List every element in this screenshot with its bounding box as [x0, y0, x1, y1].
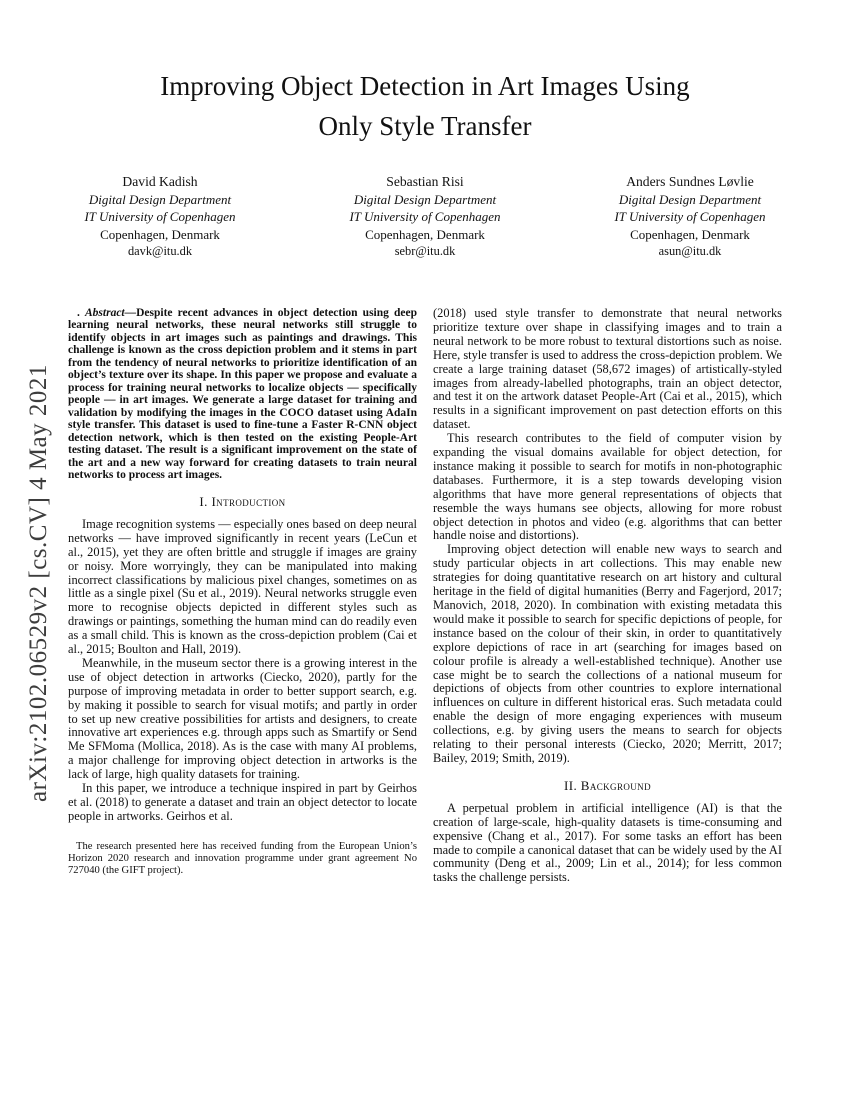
abstract-label: Abstract— — [85, 306, 137, 319]
section-heading-introduction: I. Introduction — [199, 493, 286, 509]
intro-paragraph-2: Meanwhile, in the museum sector there is a growing interest in the use of object detection in artworks (Ciecko, 2020), partly for the purpose of improving metadata in order to better support search, e.g. by making it possible to search for visual motifs; and partly in order to set up new creative possibilities for artists and designers, to create innovative art experiences e.g. through apps such as Smartify or Send Me SFMoma (Mollica, 2018). As is the case with many AI problems, a major challenge for improving object detection in artworks is the lack of large, high quality datasets for training. — [68, 655, 417, 782]
author-university: IT University of Copenhagen — [84, 209, 236, 225]
author-department: Digital Design Department — [618, 191, 762, 207]
funding-footnote: The research presented here has received funding from the European Union’s Horizon 2020 research and innovation programme under grant agreement No 727040 (the GIFT project). — [68, 840, 417, 876]
intro-paragraph-6: Improving object detection will enable new ways to search and study particular objects in art collections. This may enable new strategies for doing quantitative research on art history and cultural heritage in the field of digital humanities (Berry and Fagerjord, 2017; Manovich, 2018, 2020). In combination with existing metadata this would make it possible to search for specific depictions of people, for instance based on the colour of their skin, in order to quantitatively explore depictions of race in art (searching for images based on colour profile is already a well-established technique). Another use case might be to search the collections of a national museum for depictions of objects from other countries to explore international influences on culture in different historical eras. Such metadata could enable the design of more engaging experiences with museum collections, e.g. by giving users the means to search for objects relating to their personal interests (Ciecko, 2020; Merritt, 2017; Bailey, 2019; Smith, 2019). — [433, 542, 782, 765]
intro-paragraph-5: This research contributes to the field of computer vision by expanding the visual domains available for object detection, for instance making it possible to search for motifs in non-photographic databases. Furthermore, it is a step towards developing vision algorithms that have more general representations of objects that resemble the ways humans see objects, allowing for more robust object detection in photos and video (e.g. algorithms that can better handle noise and distortions). — [433, 431, 782, 543]
two-column-body — [68, 307, 782, 885]
paper-title-line-2: Only Style Transfer — [318, 111, 532, 141]
paper-title — [90, 66, 760, 146]
abstract — [68, 307, 417, 482]
author-email: sebr@itu.dk — [394, 244, 456, 259]
author-block-3 — [583, 173, 798, 261]
author-name: Sebastian Risi — [386, 174, 464, 189]
abstract-prefix: . — [77, 306, 85, 319]
author-name: David Kadish — [122, 174, 198, 189]
intro-paragraph-3: In this paper, we introduce a technique inspired in part by Geirhos et al. (2018) to generate a dataset and train an object detector to locate people in artworks. Geirhos et al. — [68, 781, 417, 823]
right-column — [433, 307, 782, 885]
author-city: Copenhagen, Denmark — [630, 226, 750, 242]
abstract-text: Despite recent advances in object detection using deep learning neural networks, these neural networks still struggle to identify objects in art images such as paintings and drawings. This challenge is known as the cross depiction problem and it stems in part from the tendency of neural networks to prioritize identification of an object’s texture over its shape. In this paper we propose and evaluate a process for training neural networks to localize objects — specifically people — in art images. We generate a large dataset for training and validation by modifying the images in the COCO dataset using AdaIn style transfer. This dataset is used to fine-tune a Faster R-CNN object detection network, which is then tested on the existing People-Art testing dataset. The result is a significant improvement on the state of the art and a new way forward for creating datasets to train neural networks to process art images. — [68, 306, 418, 482]
author-university: IT University of Copenhagen — [614, 209, 766, 225]
author-name: Anders Sundnes Løvlie — [626, 174, 754, 189]
background-paragraph-1: A perpetual problem in artificial intelligence (AI) is that the creation of large-scale, high-quality datasets is time-consuming and expensive (Chang et al., 2017). For some tasks an effort has been made to compile a canonical dataset that can be widely used by the AI community (Deng et al., 2009; Lin et al., 2014); for less common tasks the challenge persists. — [433, 800, 782, 885]
author-city: Copenhagen, Denmark — [365, 226, 485, 242]
arxiv-watermark: arXiv:2102.06529v2 [cs.CV] 4 May 2021 — [25, 364, 52, 802]
author-department: Digital Design Department — [88, 191, 232, 207]
author-block-row — [0, 173, 850, 261]
author-department: Digital Design Department — [353, 191, 497, 207]
author-university: IT University of Copenhagen — [349, 209, 501, 225]
left-column — [68, 307, 417, 885]
author-block-1 — [53, 173, 268, 261]
author-block-2 — [318, 173, 533, 261]
author-email: asun@itu.dk — [658, 244, 722, 259]
paper-title-line-1: Improving Object Detection in Art Images Using — [160, 71, 690, 101]
author-email: davk@itu.dk — [127, 244, 193, 259]
intro-paragraph-4: (2018) used style transfer to demonstrate that neural networks prioritize texture over shape in classifying images and to train a neural network to be more robust to textural distortions such as noise. Here, style transfer is used to address the cross-depiction problem. We create a large training dataset (58,672 images) of artistically-styled images from already-labelled photographs, train an object detector, and test it on the artwork dataset People-Art (Cai et al., 2015), which results in a significant improvement on past detection efforts on this dataset. — [433, 305, 782, 432]
intro-paragraph-1: Image recognition systems — especially ones based on deep neural networks — have improved significantly in recent years (LeCun et al., 2015), yet they are often brittle and struggle if images are grainy or noisy. More worryingly, they can be manipulated into making incorrect classifications by malicious pixel changes, sometimes on as little as a single pixel (Su et al., 2019). Neural networks struggle even more to recognise objects depicted in different styles such as drawings or paintings, something the human mind can do readily even as a small child. This is known as the cross-depiction problem (Cai et al., 2015; Boulton and Hall, 2019). — [68, 516, 417, 657]
author-city: Copenhagen, Denmark — [100, 226, 220, 242]
section-heading-background: II. Background — [564, 777, 651, 793]
